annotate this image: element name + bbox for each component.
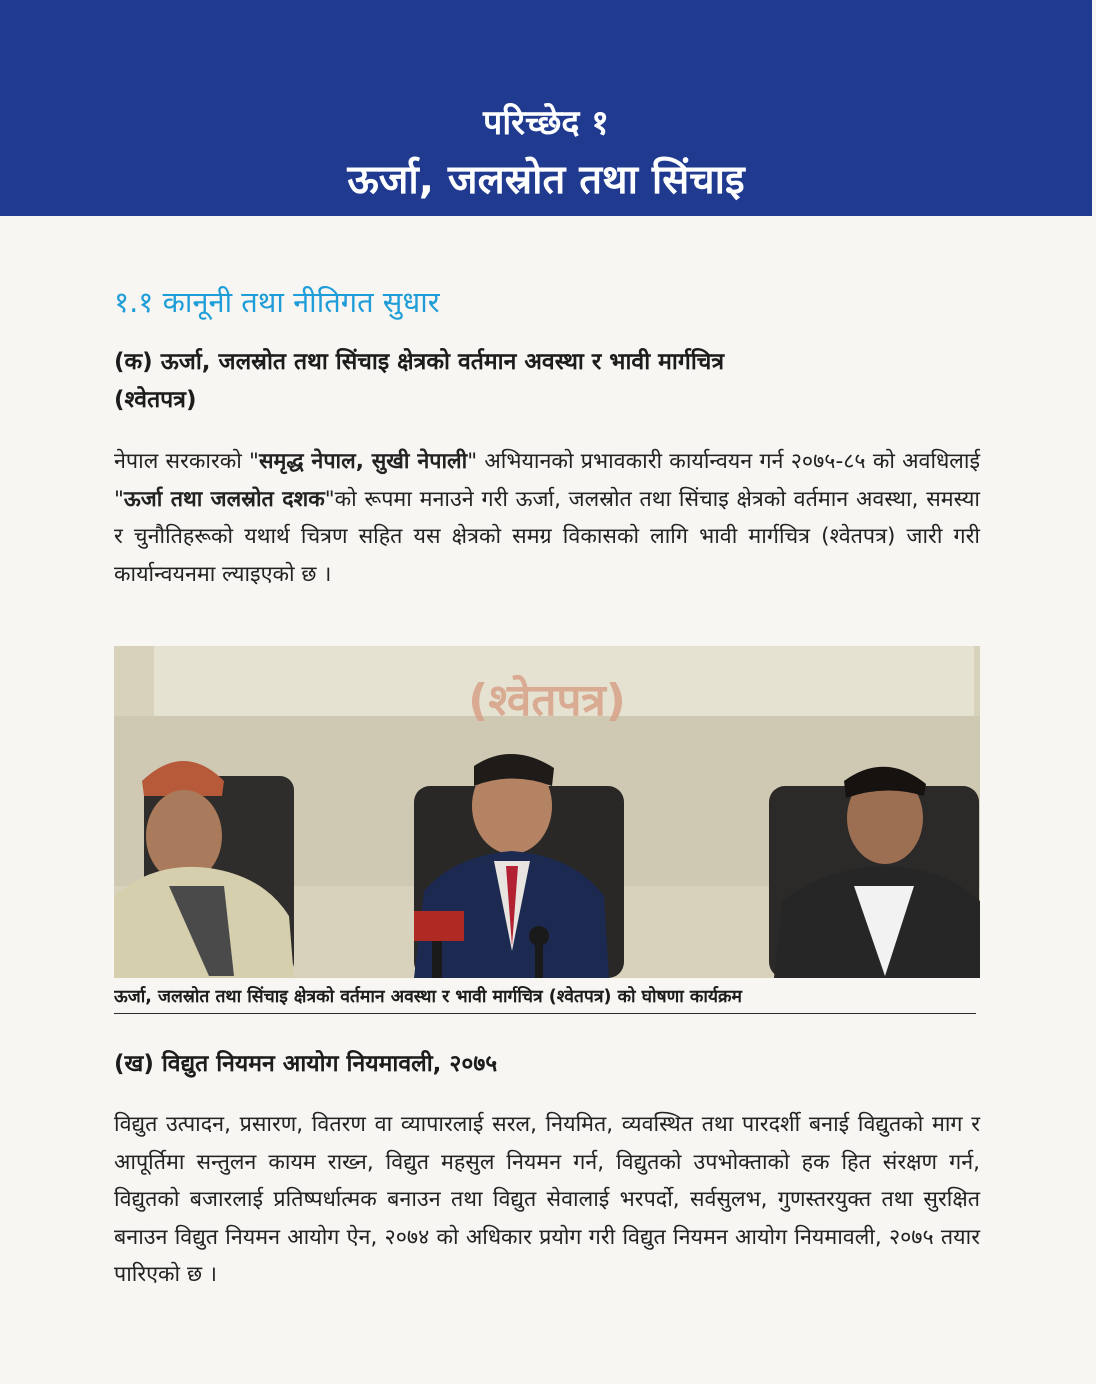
paragraph-a-bold-2: ऊर्जा तथा जलस्रोत दशक bbox=[123, 486, 325, 512]
paragraph-a-text-3: "को रूपमा मनाउने गरी ऊर्जा, जलस्रोत तथा सिंचाइ क्षेत्रको वर्तमान अवस्था, समस्या र चुनौतिहरूको यथार्थ चित्रण सहित यस क्षेत्रको समग्र विकासको लागि भावी मार्गचित्र (श्वेतपत्र) जारी गरी कार्यान्वयनमा ल्याइएको छ । bbox=[114, 486, 980, 587]
paragraph-a bbox=[114, 443, 980, 593]
event-photo bbox=[114, 646, 980, 978]
subsection-a-heading-line1: (क) ऊर्जा, जलस्रोत तथा सिंचाइ क्षेत्रको वर्तमान अवस्था र भावी मार्गचित्र bbox=[114, 349, 725, 375]
subsection-b-heading: (ख) विद्युत नियमन आयोग नियमावली, २०७५ bbox=[114, 1051, 498, 1077]
paragraph-a-text-1: नेपाल सरकारको " bbox=[114, 449, 259, 474]
caption-divider bbox=[114, 1013, 976, 1014]
section-heading: १.१ कानूनी तथा नीतिगत सुधार bbox=[114, 285, 440, 319]
chapter-number: परिच्छेद १ bbox=[483, 103, 609, 143]
paragraph-b: विद्युत उत्पादन, प्रसारण, वितरण वा व्यापारलाई सरल, नियमित, व्यवस्थित तथा पारदर्शी बनाई विद्युतको माग र आपूर्तिमा सन्तुलन कायम राख्न, विद्युत महसुल नियमन गर्न, विद्युतको उपभोक्ताको हक हित संरक्षण गर्न, विद्युतको बजारलाई प्रतिष्पर्धात्मक बनाउन तथा विद्युत सेवालाई भरपर्दो, सर्वसुलभ, गुणस्तरयुक्त तथा सुरक्षित बनाउन विद्युत नियमन आयोग ऐन, २०७४ को अधिकार प्रयोग गरी विद्युत नियमन आयोग नियमावली, २०७५ तयार पारिएको छ । bbox=[114, 1112, 980, 1287]
chapter-banner bbox=[0, 0, 1092, 216]
photo-banner-text: (श्वेतपत्र) bbox=[468, 675, 626, 726]
photo-caption: ऊर्जा, जलस्रोत तथा सिंचाइ क्षेत्रको वर्तमान अवस्था र भावी मार्गचित्र (श्वेतपत्र) को घोषणा कार्यक्रम bbox=[114, 987, 742, 1007]
subsection-a-heading-line2: (श्वेतपत्र) bbox=[114, 387, 197, 413]
paragraph-a-bold-1: समृद्ध नेपाल, सुखी नेपाली bbox=[258, 449, 468, 474]
paragraph-a-text-2: " अभियानको प्रभावकारी कार्यान्वयन गर्न २०७५-८५ को अवधिलाई " bbox=[114, 449, 981, 512]
chapter-title: ऊर्जा, जलस्रोत तथा सिंचाइ bbox=[347, 157, 745, 203]
